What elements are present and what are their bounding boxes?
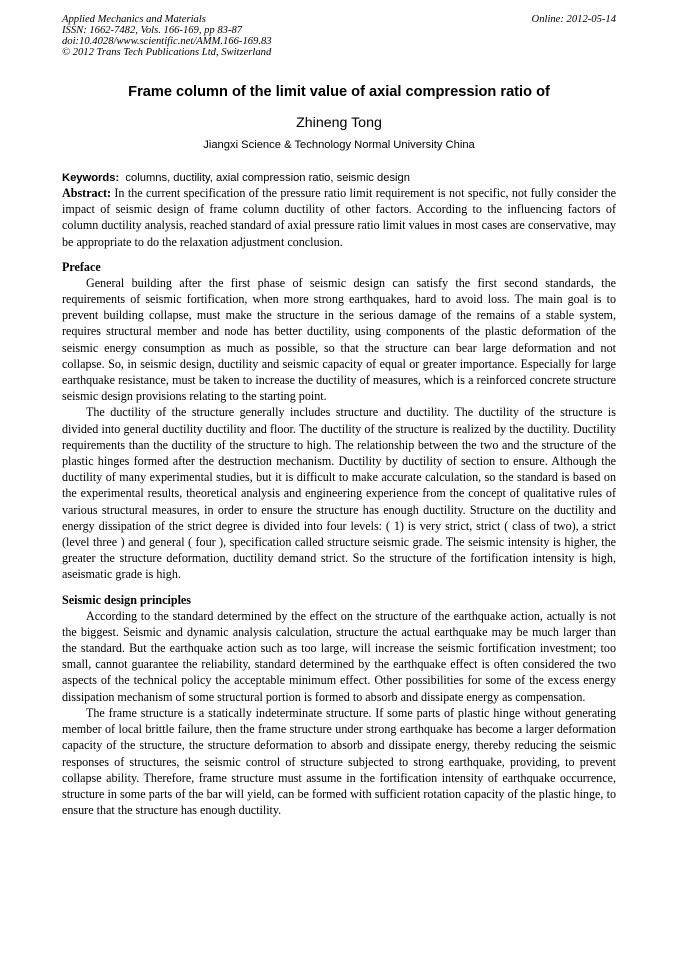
online-date: Online: 2012-05-14 xyxy=(531,14,616,25)
paragraph: According to the standard determined by the effect on the structure of the earthquake action, actually is not the biggest. Seismic and dynamic analysis calculation, structure the actual earthquake may be much larger than the standard. But the earthquake action such as too large, will increase the seismic fortification investment; too small, cannot guarantee the reliability, standard determined by the earthquake effect is often considered the two aspects of the technical policy the acceptable minimum effect. Other possibilities for some of the excess energy dissipation mechanism of some structural portion is formed to absorb and dissipate energy as compensation. xyxy=(62,608,616,704)
author-affiliation: Jiangxi Science & Technology Normal University China xyxy=(203,139,475,151)
journal-header xyxy=(62,14,616,58)
paper-page xyxy=(62,14,616,818)
section-heading: Preface xyxy=(62,259,101,274)
issn-line: ISSN: 1662-7482, Vols. 166-169, pp 83-87 xyxy=(62,25,243,36)
paragraph: The ductility of the structure generally includes structure and ductility. The ductility of the structure is divided into general ductility ductility and floor. The ductility of the structure is realized by the ductility. Ductility requirements than the ductility of the structure to high. The relationship between the two and the structure of the plastic hinges formed after the destruction mechanism. Ductility by ductility of section to ensure. Although the ductility of many experimental studies, but it is difficult to make accurate calculation, so the standard is based on the experimental results, theoretical analysis and engineering experience from the concept of qualitative rules of various structural measures, in order to ensure the structure has enough ductility. Structure on the ductility and energy dissipation of the strict degree is divided into four levels: ( 1) is very strict, strict ( class of two), a strict (level three ) and general ( four ), specification called structure seismic grade. The seismic intensity is higher, the greater the structure deformation, ductility demand strict. So the structure of the fortification intensity is high, aseismatic grade is high. xyxy=(62,405,616,582)
paragraph: The frame structure is a statically indeterminate structure. If some parts of plastic hinge without generating member of local brittle failure, then the frame structure under strong earthquake has become a larger deformation capacity of the structure, the structure deformation to absorb and dissipate energy, thereby reducing the seismic responses of structures, the seismic control of structure subjected to strong earthquake, providing, to prevent collapse ability. Therefore, frame structure must assume in the fortification intensity of earthquake occurrence, structure in some parts of the bar will yield, can be formed with sufficient rotation capacity of the plastic hinge, to ensure that the structure has enough ductility. xyxy=(62,705,616,818)
keywords-label: Keywords: xyxy=(62,172,120,184)
abstract-text: In the current specification of the pressure ratio limit requirement is not specific, not fully consider the impact of seismic design of frame column ductility of other factors. According to the influencing factors of column ductility analysis, reached standard of axial pressure ratio limit values in most cases are conservative, may be appropriate to do the relaxation adjustment conclusion. xyxy=(62,186,616,249)
section-preface xyxy=(62,259,616,583)
section-heading: Seismic design principles xyxy=(62,592,192,607)
paragraph: General building after the first phase of seismic design can satisfy the first second standards, the requirements of seismic fortification, when more strong earthquakes, hard to avoid loss. The main goal is to prevent building collapse, must make the structure in the serious damage of the remains of a stable system, requires structural member and node has better ductility, using components of the plastic deformation of the seismic energy consumption as much as possible, so that the structure can bear large deformation and not collapse. So, in seismic design, ductility and seismic capacity of equal or greater importance. Especially for large earthquake resistance, must be taken to increase the ductility of measures, which is a reinforced concrete structure seismic design provisions relating to the starting point. xyxy=(62,275,616,404)
paper-title: Frame column of the limit value of axial compression ratio of xyxy=(128,84,550,100)
keywords-text: columns, ductility, axial compression ratio, seismic design xyxy=(125,172,410,184)
keywords xyxy=(62,171,616,185)
copyright-line: © 2012 Trans Tech Publications Ltd, Switzerland xyxy=(62,47,272,58)
abstract-label: Abstract: xyxy=(62,186,112,200)
doi-line: doi:10.4028/www.scientific.net/AMM.166-169.83 xyxy=(62,36,272,47)
author-name: Zhineng Tong xyxy=(296,115,382,131)
abstract xyxy=(62,185,616,250)
journal-name: Applied Mechanics and Materials xyxy=(62,14,206,25)
section-seismic-design-principles xyxy=(62,592,616,819)
